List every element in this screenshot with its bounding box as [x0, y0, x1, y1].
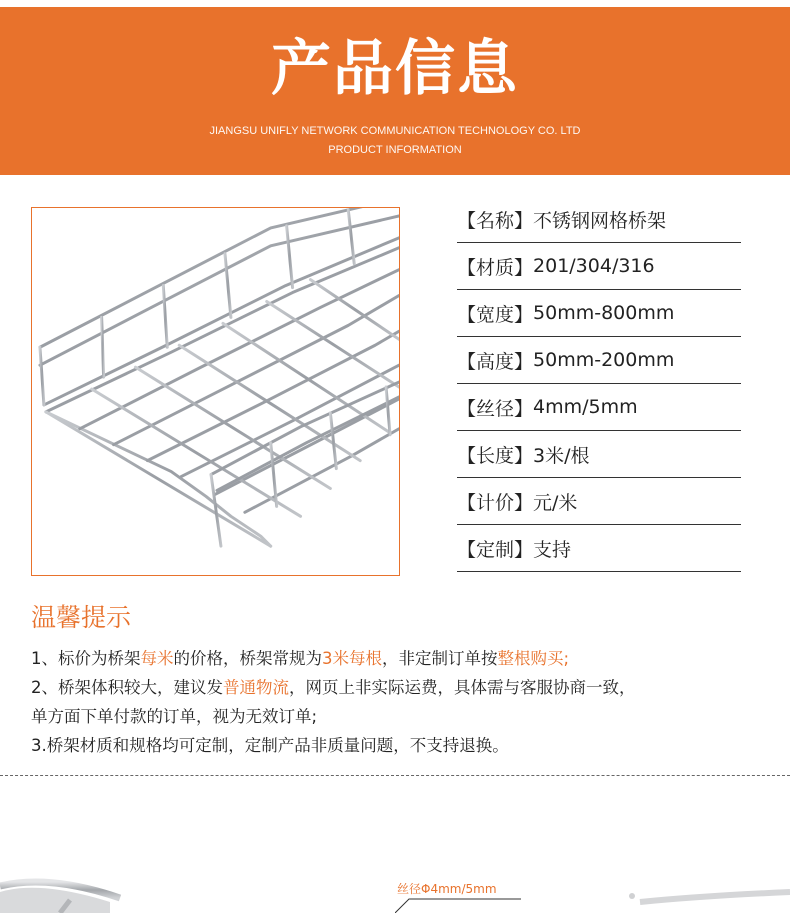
dimension-label: 丝径Φ4mm/5mm [397, 882, 497, 896]
spec-row-height [457, 337, 741, 384]
spec-value: 支持 [533, 538, 572, 561]
dimension-pointer-line [395, 896, 525, 913]
tip-highlight: 普通物流 [223, 678, 289, 697]
spec-key: 【高度】 [457, 350, 534, 373]
spec-key: 【材质】 [457, 256, 534, 279]
spec-value: 3米/根 [533, 444, 590, 467]
spec-key: 【宽度】 [457, 303, 534, 326]
spec-value: 元/米 [533, 491, 578, 514]
company-name: JIANGSU UNIFLY NETWORK COMMUNICATION TECHNOLOGY CO. LTD [209, 125, 581, 137]
spec-value: 4mm/5mm [533, 396, 638, 418]
tip-line-3: 单方面下单付款的订单，视为无效订单; [31, 707, 318, 726]
tip-text: 1、标价为桥架 [31, 649, 141, 668]
tips-body [31, 644, 771, 760]
spec-row-length [457, 431, 741, 478]
page-title: 产品信息 [271, 34, 519, 104]
tip-highlight: 3米每根 [322, 649, 382, 668]
spec-row-pricing [457, 478, 741, 525]
spec-list [457, 196, 741, 572]
spec-value: 50mm-800mm [533, 302, 675, 324]
tip-text: ，网页上非实际运费，具体需与客服协商一致， [289, 678, 636, 697]
spec-key: 【计价】 [457, 491, 534, 514]
tips-title: 温馨提示 [31, 603, 132, 632]
spec-row-name [457, 196, 741, 243]
wire-mesh-cable-tray-photo [32, 208, 399, 575]
tip-text: 的价格，桥架常规为 [173, 649, 322, 668]
tip-highlight: 整根购买; [497, 649, 570, 668]
header-banner [0, 7, 790, 175]
banner-subtitle: PRODUCT INFORMATION [328, 144, 462, 156]
dashed-divider [0, 775, 790, 776]
spec-row-wire-diameter [457, 384, 741, 431]
tip-text: 2、桥架体积较大，建议发 [31, 678, 223, 697]
tip-line-1 [31, 644, 771, 673]
spec-row-custom [457, 525, 741, 572]
spec-value: 50mm-200mm [533, 349, 675, 371]
tip-line-2 [31, 673, 771, 702]
spec-key: 【定制】 [457, 538, 534, 561]
spec-value: 不锈钢网格桥架 [533, 209, 667, 232]
spec-key: 【长度】 [457, 444, 534, 467]
spec-key: 【丝径】 [457, 397, 534, 420]
tip-highlight: 每米 [140, 649, 174, 668]
spec-row-material [457, 243, 741, 290]
spec-key: 【名称】 [457, 209, 534, 232]
spec-row-width [457, 290, 741, 337]
spec-value: 201/304/316 [533, 255, 655, 277]
tip-text: ，非定制订单按 [382, 649, 498, 668]
product-image-frame [31, 207, 400, 576]
tip-line-4: 3.桥架材质和规格均可定制，定制产品非质量问题，不支持退换。 [31, 736, 509, 755]
